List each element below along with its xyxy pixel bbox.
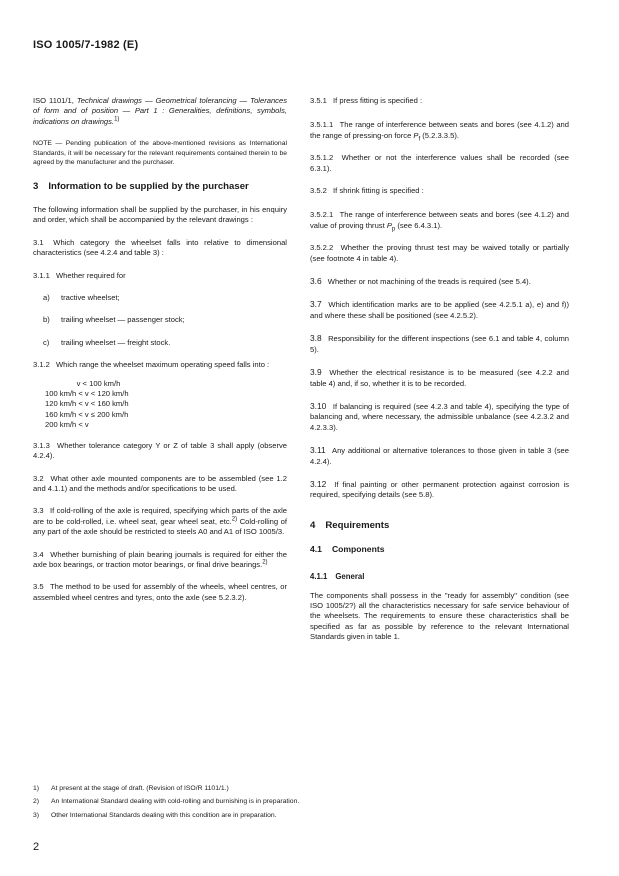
footnote-number: 3) (33, 811, 40, 819)
clause-3-5-2-1 (310, 210, 569, 231)
clause-number: 3.12 (310, 478, 327, 489)
footnote-text: Other International Standards dealing with this condition are in preparation. (51, 811, 277, 819)
clause-text-continued: Cold-rolling of any part of the axle should be restricted to steels A0 and A1 of ISO 1005/3. (33, 516, 288, 537)
speed-range: 160 km/h < v ≤ 200 km/h (45, 409, 129, 419)
clause-3-5-2 (310, 186, 569, 196)
speed-range: 200 km/h < v (45, 420, 89, 430)
ref-prefix: ISO 1101/1, (33, 96, 77, 105)
clause-text: The range of interference between seats and bores (see 4.1.2) and value of proving thrust (310, 210, 569, 230)
force-symbol: P (413, 130, 419, 140)
list-item-a (43, 293, 287, 303)
clause-number: 3.4 (33, 549, 44, 559)
force-subscript: f (418, 136, 421, 143)
clause-text: If press fitting is specified : (333, 96, 423, 105)
speed-ranges (45, 379, 287, 431)
clause-text: Whether burnishing of plain bearing journals is required for either the axle box bearings, or traction motor bearings, or final drive bearings. (33, 549, 287, 569)
general-paragraph: The components shall possess in the "ready for assembly" condition (see ISO 1005/2?) all the characteristics necessary for safe service behaviour of the wheelsets. The requirements to ensure these characteristics shall be specified as far as possible by reference to the relevant International Standards given in table 1. (310, 590, 569, 642)
clause-number: 3.2 (33, 473, 44, 483)
clause-number: 3.6 (310, 276, 322, 287)
clause-number: 3.8 (310, 333, 322, 344)
list-label: b) (43, 315, 50, 325)
clause-3-2 (33, 474, 287, 495)
clause-number: 3.5.1.2 (310, 153, 334, 163)
list-text: tractive wheelset; (61, 293, 120, 303)
footnote-marker: 2) (262, 559, 268, 566)
clause-text-continued: (5.2.3.3.5). (420, 130, 460, 140)
clause-3-4 (33, 550, 287, 571)
thrust-subscript: p (391, 226, 396, 233)
section-title: Information to be supplied by the purchaser (48, 181, 249, 192)
clause-text: If final painting or other permanent protection against corrosion is required, specifying details (see 5.8). (310, 479, 569, 500)
clause-number: 3.1.1 (33, 270, 50, 280)
clause-3-1-1 (33, 271, 287, 281)
section-title: Requirements (325, 519, 390, 531)
clause-text: Responsibility for the different inspections (see 6.1 and table 4, column 5). (310, 334, 569, 354)
speed-range: v < 100 km/h (45, 378, 121, 388)
clause-3-10 (310, 401, 569, 433)
document-header: ISO 1005/7-1982 (E) (33, 39, 139, 51)
section-3-heading (33, 180, 287, 193)
speed-range: 120 km/h < v < 160 km/h (45, 399, 129, 409)
clause-3-7 (310, 299, 569, 321)
clause-text: The method to be used for assembly of the wheels, wheel centres, or assembled wheel centres and tyres, onto the axle (see 5.2.3.2). (33, 582, 287, 602)
section-number: 4.1 (310, 543, 322, 554)
clause-3-5-1-2 (310, 153, 569, 174)
clause-text: If shrink fitting is specified : (333, 186, 424, 196)
clause-number: 3.1.3 (33, 440, 50, 450)
clause-3-1-3 (33, 441, 287, 462)
footnotes (33, 784, 573, 824)
clause-text: Which range the wheelset maximum operating speed falls into : (56, 360, 270, 370)
clause-number: 3.9 (310, 367, 322, 378)
clause-number: 3.1.2 (33, 360, 50, 370)
clause-number: 3.5.2.1 (310, 210, 334, 220)
thrust-symbol: P (386, 220, 392, 230)
section-number: 4.1.1 (310, 572, 328, 582)
clause-number: 3.5.1 (310, 96, 327, 105)
clause-text: Whether the electrical resistance is to be measured (see 4.2.2 and table 4) and, if so, whether it is to be recorded. (310, 368, 569, 388)
list-label: a) (43, 293, 50, 303)
clause-text: Which category the wheelset falls into relative to dimensional characteristics (see 4.2.4 and table 3) : (33, 237, 287, 258)
clause-3-8 (310, 333, 569, 355)
footnote (33, 784, 573, 793)
list-text: trailing wheelset — freight stock. (61, 337, 171, 347)
clause-3-5-1-1 (310, 120, 569, 141)
clause-text: Whether required for (56, 270, 126, 280)
clause-text-continued: (see 6.4.3.1). (395, 220, 443, 230)
clause-3-1-2 (33, 360, 287, 370)
clause-number: 3.5.2.2 (310, 243, 334, 253)
footnote-marker: 1) (114, 116, 120, 123)
left-column (33, 96, 287, 615)
clause-3-6 (310, 276, 569, 287)
footnote (33, 797, 573, 806)
clause-3-12 (310, 479, 569, 501)
clause-3-5-2-2 (310, 243, 569, 264)
footnote (33, 811, 573, 820)
clause-3-3 (33, 506, 287, 537)
footnote-number: 2) (33, 798, 40, 806)
reference-iso-1101 (33, 96, 287, 127)
clause-number: 3.5 (33, 582, 44, 592)
clause-text: Any additional or alternative tolerances to those given in table 3 (see 4.2.4). (310, 446, 569, 466)
note: NOTE — Pending publication of the above-mentioned revisions as International Standards, it will be necessary for the relevant requirements contained therein to be agreed by the manufacturer and the purchaser. (33, 140, 287, 167)
clause-text: If balancing is required (see 4.2.3 and table 4), specifying the type of balancing and, where necessary, the admissible unbalance (see 4.2.3.2 and 4.2.3.3). (310, 401, 569, 432)
list-item-c (43, 338, 287, 348)
list-label: c) (43, 337, 50, 347)
clause-number: 3.1 (33, 237, 44, 247)
section-4-1-1-heading (310, 572, 569, 582)
speed-range: 100 km/h < v < 120 km/h (45, 389, 129, 399)
clause-text: What other axle mounted components are to be assembled (see 1.2 and 4.1.1) and the methods and/or specifications to be used. (33, 473, 287, 493)
clause-text: Which identification marks are to be applied (see 4.2.5.1 a), e) and f)) and where these shall be positioned (see 4.2.5.2). (310, 300, 569, 320)
list-item-b (43, 315, 287, 325)
clause-text: Whether the proving thrust test may be waived totally or partially (see footnote 4 in table 4). (310, 243, 569, 263)
page-number: 2 (33, 841, 40, 853)
footnote-text: At present at the stage of draft. (Revision of ISO/R 1101/1.) (51, 785, 229, 792)
clause-number: 3.5.2 (310, 186, 327, 196)
clause-text: Whether or not machining of the treads is required (see 5.4). (327, 277, 531, 287)
clause-3-5 (33, 582, 287, 603)
section-3-intro: The following information shall be supplied by the purchaser, in his enquiry and order, which shall be accompanied by the relevant drawings : (33, 205, 287, 225)
clause-3-11 (310, 445, 569, 467)
footnote-marker: 2) (231, 516, 238, 523)
clause-number: 3.3 (33, 506, 44, 516)
clause-number: 3.11 (310, 445, 326, 456)
section-4-1-heading (310, 544, 569, 554)
clause-3-9 (310, 367, 569, 389)
section-title: Components (331, 543, 385, 554)
footnote-text: An International Standard dealing with cold-rolling and burnishing is in preparation. (51, 798, 300, 806)
clause-3-1 (33, 238, 287, 259)
list-text: trailing wheelset — passenger stock; (61, 315, 185, 325)
right-column (310, 96, 569, 655)
clause-text: If cold-rolling of the axle is required, specifying which parts of the axle are to be cold-rolled, i.e. wheel seat, gear wheel seat, etc. (33, 506, 287, 526)
clause-text: Whether or not the interference values shall be recorded (see 6.3.1). (310, 153, 569, 173)
section-4-heading (310, 519, 569, 532)
clause-number: 3.10 (310, 400, 327, 411)
clause-text: Whether tolerance category Y or Z of table 3 shall apply (observe 4.2.4). (33, 440, 287, 461)
ref-title: Technical drawings — Geometrical tolerancing — Tolerances of form and of position — Part 1 : Generalities, definitions, symbols, indications on drawings. (33, 96, 287, 126)
clause-3-5-1 (310, 96, 569, 106)
clause-number: 3.5.1.1 (310, 120, 334, 130)
section-number: 4 (310, 519, 316, 531)
footnote-number: 1) (33, 785, 40, 792)
section-title: General (335, 572, 365, 582)
clause-number: 3.7 (310, 299, 322, 310)
section-number: 3 (33, 181, 39, 192)
clause-text: The range of interference between seats and bores (see 4.1.2) and the range of pressing-on force (310, 120, 569, 140)
